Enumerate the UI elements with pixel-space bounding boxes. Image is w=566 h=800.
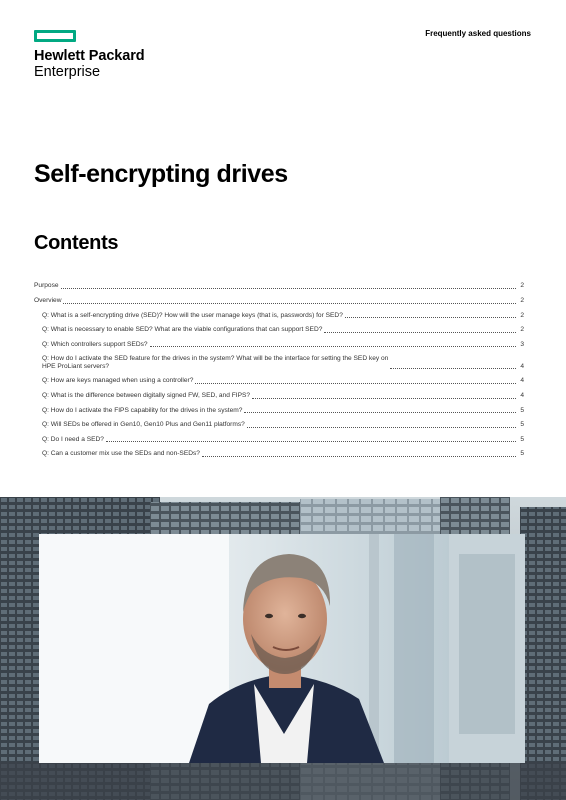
brand-name-line2: Enterprise: [34, 64, 101, 80]
cover-photo: [0, 497, 566, 800]
toc-entry-mix-seds[interactable]: [34, 444, 524, 459]
toc-leader-dots: [345, 317, 516, 318]
toc-entry-label: Q: Which controllers support SEDs?: [42, 340, 148, 348]
toc-entry-what-is-sed[interactable]: [34, 305, 524, 320]
toc-leader-dots: [63, 303, 516, 304]
brand-name-line1: Hewlett Packard: [34, 48, 145, 64]
toc-entry-controllers[interactable]: [34, 334, 524, 349]
toc-entry-keys-managed[interactable]: [34, 371, 524, 386]
portrait-illustration: [39, 534, 525, 763]
toc-leader-dots: [252, 398, 516, 399]
contents-heading: Contents: [34, 232, 119, 254]
toc-entry-label: Q: What is the difference between digitally signed FW, SED, and FIPS?: [42, 391, 251, 399]
toc-entry-gen-platforms[interactable]: [34, 415, 524, 430]
toc-leader-dots: [150, 346, 516, 347]
toc-entry-label: Q: Will SEDs be offered in Gen10, Gen10 Plus and Gen11 platforms?: [42, 421, 245, 429]
toc-page-number: 2: [520, 282, 524, 290]
toc-leader-dots: [244, 412, 516, 413]
toc-page-number: 4: [520, 362, 524, 370]
document-type-label: Frequently asked questions: [425, 29, 531, 38]
toc-entry-label-line2: HPE ProLiant servers?: [42, 362, 110, 370]
toc-entry-purpose[interactable]: [34, 276, 524, 291]
toc-entry-need-sed[interactable]: [34, 429, 524, 444]
toc-entry-label: Q: How do I activate the FIPS capability for the drives in the system?: [42, 406, 243, 414]
toc-leader-dots: [61, 288, 516, 289]
toc-entry-label-line1: Q: How do I activate the SED feature for the drives in the system? What will be the interface for setting the SED key on: [42, 354, 389, 362]
toc-entry-enable-sed[interactable]: [34, 320, 524, 335]
hpe-element-logo-icon: [34, 30, 76, 42]
toc-entry-label: [42, 355, 388, 371]
page-header: [0, 0, 566, 90]
toc-page-number: 3: [520, 340, 524, 348]
toc-leader-dots: [106, 441, 516, 442]
toc-leader-dots: [247, 427, 516, 428]
hpe-logo: [34, 30, 145, 80]
toc-entry-label: Purpose: [34, 282, 59, 290]
toc-page-number: 5: [520, 435, 524, 443]
toc-entry-label: Q: What is a self-encrypting drive (SED)? How will the user manage keys (that is, passwords) for SED?: [42, 311, 343, 319]
toc-entry-label: Q: Do I need a SED?: [42, 435, 104, 443]
toc-page-number: 4: [520, 377, 524, 385]
toc-page-number: 5: [520, 406, 524, 414]
table-of-contents: [34, 276, 524, 459]
toc-leader-dots: [390, 368, 516, 369]
toc-entry-overview[interactable]: [34, 291, 524, 306]
toc-page-number: 5: [520, 450, 524, 458]
toc-leader-dots: [202, 456, 516, 457]
person-portrait: [39, 534, 525, 763]
toc-entry-label: Overview: [34, 296, 62, 304]
toc-page-number: 4: [520, 391, 524, 399]
document-title: Self-encrypting drives: [34, 160, 288, 188]
toc-entry-fw-sed-fips[interactable]: [34, 386, 524, 401]
toc-page-number: 2: [520, 326, 524, 334]
toc-entry-label: Q: Can a customer mix use the SEDs and non-SEDs?: [42, 450, 200, 458]
toc-page-number: 2: [520, 311, 524, 319]
toc-leader-dots: [324, 332, 516, 333]
toc-page-number: 5: [520, 421, 524, 429]
toc-entry-activate-sed[interactable]: [34, 349, 524, 371]
toc-page-number: 2: [520, 296, 524, 304]
toc-entry-activate-fips[interactable]: [34, 400, 524, 415]
toc-entry-label: Q: What is necessary to enable SED? What are the viable configurations that can support SED?: [42, 326, 323, 334]
toc-leader-dots: [195, 383, 516, 384]
toc-entry-label: Q: How are keys managed when using a controller?: [42, 377, 194, 385]
